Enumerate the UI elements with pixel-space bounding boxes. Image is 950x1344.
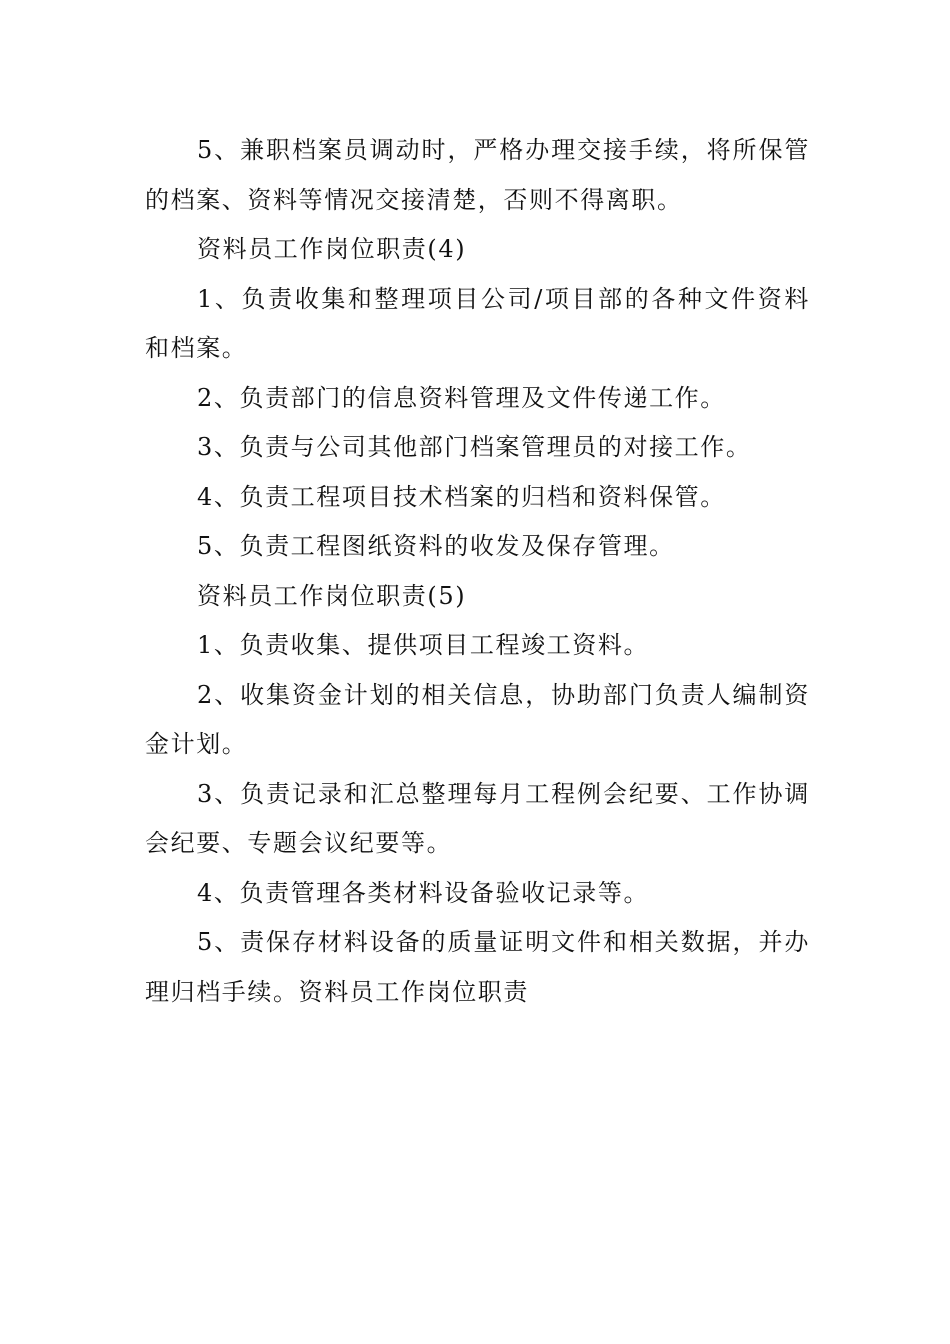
paragraph-duty-5-3: 3、负责记录和汇总整理每月工程例会纪要、工作协调会纪要、专题会议纪要等。: [145, 779, 810, 857]
document-body: [145, 126, 810, 1017]
paragraph-duty-4-5: 5、负责工程图纸资料的收发及保存管理。: [197, 532, 675, 560]
paragraph-duty-5-5: 5、责保存材料设备的质量证明文件和相关数据，并办理归档手续。资料员工作岗位职责: [145, 928, 810, 1006]
paragraph-duty-5-1: 1、负责收集、提供项目工程竣工资料。: [197, 631, 650, 659]
paragraph-duty-5-2: 2、收集资金计划的相关信息，协助部门负责人编制资金计划。: [145, 680, 810, 758]
paragraph-duty-5-4: 4、负责管理各类材料设备验收记录等。: [197, 878, 650, 907]
paragraph-duty-4-3: 3、负责与公司其他部门档案管理员的对接工作。: [197, 433, 752, 461]
paragraph-duty-4-4: 4、负责工程项目技术档案的归档和资料保管。: [197, 482, 726, 511]
section-heading-duties-5: 资料员工作岗位职责(5): [197, 581, 467, 610]
paragraph-duty-4-2: 2、负责部门的信息资料管理及文件传递工作。: [197, 383, 726, 412]
paragraph-duty-4-1: 1、负责收集和整理项目公司/项目部的各种文件资料和档案。: [145, 284, 810, 362]
section-heading-duties-4: 资料员工作岗位职责(4): [197, 235, 467, 263]
paragraph-archivist-handover: 5、兼职档案员调动时，严格办理交接手续，将所保管的档案、资料等情况交接清楚，否则不得离职。: [145, 136, 810, 214]
